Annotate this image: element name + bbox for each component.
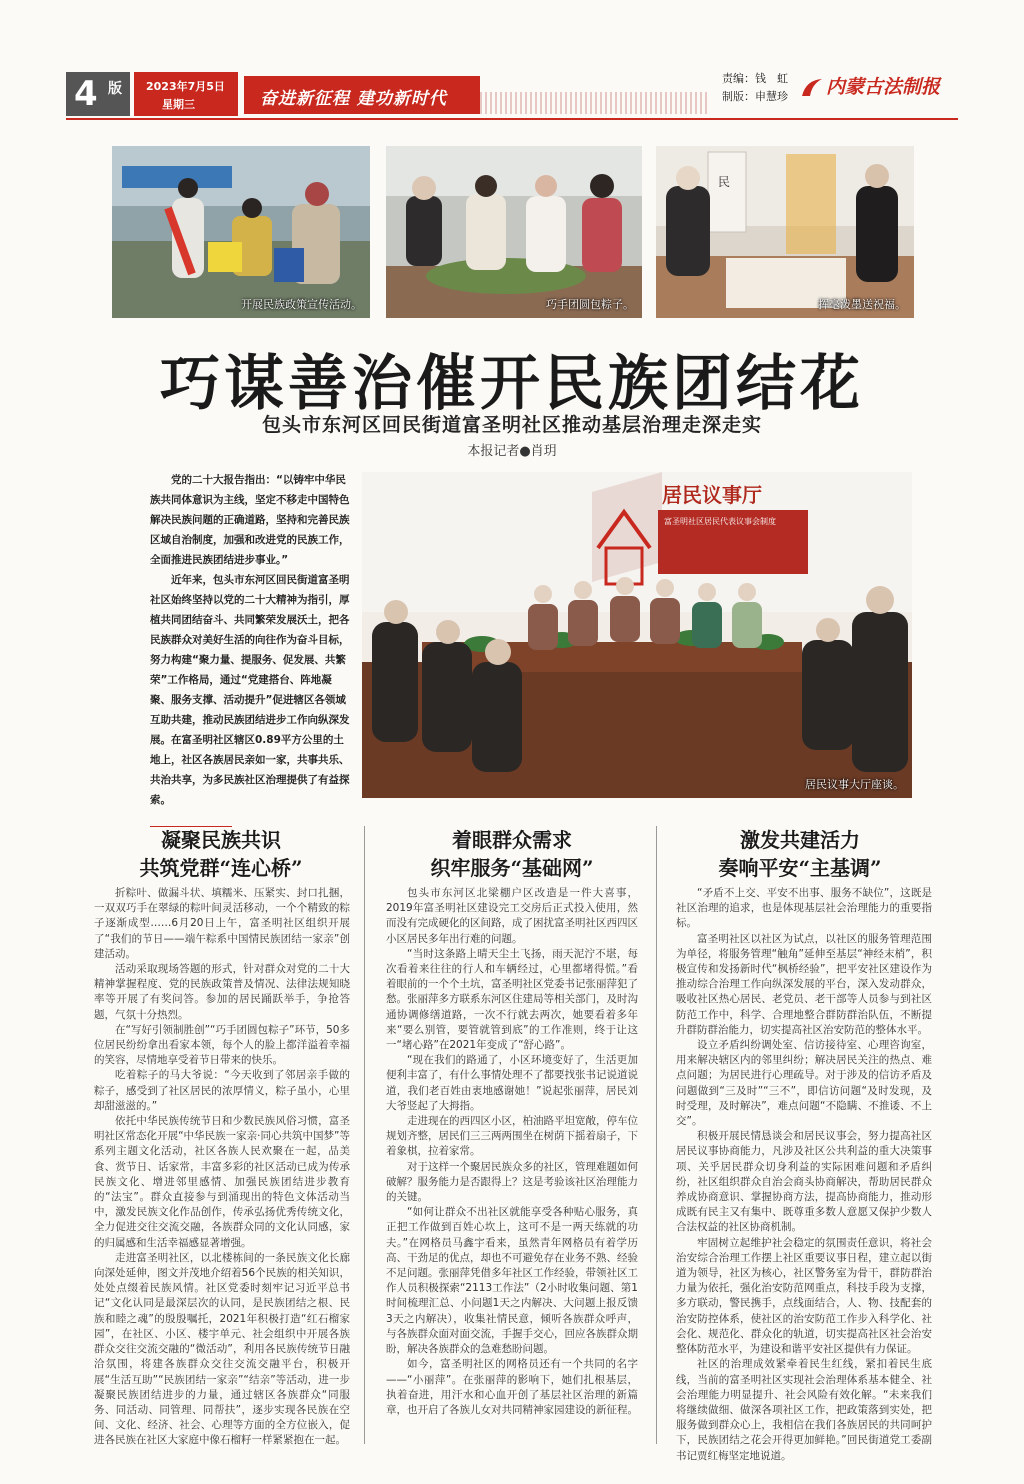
page-label: 版: [108, 81, 122, 97]
photo-caption: 居民议事大厅座谈。: [805, 778, 904, 791]
body-paragraph: “矛盾不上交、平安不出事、服务不缺位”，这既是社区治理的追求，也是体现基层社会治理能力的重要指标。: [676, 887, 932, 930]
body-paragraph: “如何让群众不出社区就能享受各种贴心服务，真正把工作做到百姓心坎上，这可不是一两天练就的功夫。”在网格员马鑫宇看来，虽然青年网格员有着学历高、干劲足的优点，却也不可避免存在业务不熟、经验不足问题。张丽萍凭借多年社区工作经验，带领社区工作人员积极探索“2113工作法”（2小时收集问题、第1时间梳理汇总、小问题1天之内解决、大问题上报反馈3天之内解决），收集社情民意，倾听各族群众呼声，与各族群众面对面交流，手握手交心，回应各族群众期盼，解决各族群众的急难愁盼问题。: [386, 1206, 638, 1356]
body-paragraph: 设立矛盾纠纷调处室、信访接待室、心理咨询室，用来解决辖区内的邻里纠纷；解决居民关注的热点、难点问题；为居民进行心理疏导。对于涉及的信访矛盾及问题做到“三及时”“三不”，即信访问题“及时发现，及时受理，及时解决”，难点问题“不隐瞒、不推诿、不上交”。: [676, 1039, 932, 1128]
masthead-logo-icon: [800, 76, 824, 100]
column-2-heading: [372, 826, 652, 882]
photo-zongzi-making: [386, 146, 642, 318]
photo-calligraphy: [656, 146, 914, 318]
column-1-heading: [86, 826, 356, 882]
body-paragraph: 如今，富圣明社区的网格员还有一个共同的名字——“小丽萍”。在张丽萍的影响下，她们扎根基层，执着奋进，用汗水和心血开创了基层社区治理的新篇章，也开启了各族儿女对共同精神家园建设的新征程。: [386, 1358, 638, 1416]
date-box: [134, 72, 238, 116]
column-1-body: [94, 886, 350, 1449]
lead-paragraph: 党的二十大报告指出：“以铸牢中华民族共同体意识为主线，坚定不移走中国特色解决民族问题的正确道路，坚持和完善民族区域自治制度，加强和改进党的民族工作，全面推进民族团结进步事业。”: [150, 474, 350, 566]
issue-weekday: 星期三: [162, 98, 195, 111]
page-number-box: [66, 72, 130, 116]
article-subtitle: 包头市东河区回民街道富圣明社区推动基层治理走深走实: [261, 414, 762, 436]
article-lead: [150, 470, 350, 810]
editor-credits: [722, 70, 788, 106]
issue-date: 2023年7月5日: [146, 80, 225, 93]
zongzi-making-image: [386, 146, 642, 318]
editor-name: 责编：钱 虹: [722, 72, 788, 85]
calligraphy-image: [656, 146, 914, 318]
page-number: 4: [74, 74, 98, 114]
photo-caption: 巧手团圆包粽子。: [546, 298, 634, 311]
column-3-body: [676, 886, 932, 1464]
photo-policy-promotion: [112, 146, 370, 318]
body-paragraph: 活动采取现场答题的形式，针对群众对党的二十大精神掌握程度、党的民族政策普及情况、法律法规知晓率等开展了有奖问答。参加的居民踊跃举手，争抢答题，气氛十分热烈。: [94, 963, 350, 1021]
body-paragraph: 积极开展民情恳谈会和居民议事会，努力提高社区居民议事协商能力，凡涉及社区公共利益的重大决策事项、关乎居民群众切身利益的实际困难问题和矛盾纠纷，社区组织群众自治会商头协商解决，帮助居民群众养成协商意识、掌握协商方法，提高协商能力，推动形成既有民主又有集中、既尊重多数人意愿又保护少数人合法权益的社区协商机制。: [676, 1130, 932, 1234]
meeting-hall-image: [362, 472, 912, 798]
header-rule: [66, 118, 958, 120]
hall-sign: 居民议事厅: [662, 483, 762, 507]
column-divider: [364, 826, 365, 1444]
layout-editor-name: 制版：申慧珍: [722, 90, 788, 103]
masthead-title: 内蒙古法制报: [826, 76, 941, 98]
column-3-heading: [664, 826, 936, 882]
column-3-heading-line2: 奏响平安“主基调”: [718, 856, 882, 880]
column-2-heading-line1: 着眼群众需求: [452, 828, 572, 852]
body-paragraph: 依托中华民族传统节日和少数民族风俗习惯，富圣明社区常态化开展“中华民族一家亲·同心共筑中国梦”等系列主题文化活动，社区各族人民欢聚在一起，品美食、赏节日、话家常，丰富多彩的社区活动已成为传承民族文化、增进邻里感情、加强民族团结进步教育的“法宝”。群众直接参与到涌现出的特色文体活动当中，激发民族文化作品创作，传承弘扬优秀传统文化，全力促进交往交流交融，各族群众同的文化认同感，家的归属感和生活幸福感显著增强。: [94, 1115, 350, 1249]
body-paragraph: 在“写好引领制胜创”“巧手团圆包粽子”环节，50多位居民纷纷拿出看家本领，每个人的脸上都洋溢着幸福的笑容，尽情地享受着节日带来的快乐。: [94, 1023, 350, 1067]
column-1-heading-line2: 共筑党群“连心桥”: [139, 856, 303, 880]
slogan-stripe: [480, 92, 708, 114]
photo-caption: 开展民族政策宣传活动。: [241, 298, 362, 311]
slogan-banner: [244, 76, 480, 114]
hall-board: 富圣明社区居民代表议事会制度: [664, 517, 776, 526]
policy-promotion-image: [112, 146, 370, 318]
body-paragraph: 社区的治理成效紧牵着民生红线，紧扣着民生底线，当前的富圣明社区实现社会治理体系基本健全、社会治理能力明显提升、社会风险有效化解。“未来我们将继续做细、做深各项社区工作，把政策落到实处，把服务做到群众心上，我相信在我们各族居民的共同呵护下，民族团结之花会开得更加鲜艳。”回民街道党工委副书记贾红梅坚定地说道。: [676, 1358, 932, 1462]
body-paragraph: 牢固树立起维护社会稳定的氛围责任意识，将社会治安综合治理工作摆上社区重要议事日程，建立起以街道为领导，社区为核心，社区警务室为骨干，群防群治力量为依托，强化治安防范网重点，科技手段为支撑，多方联动，警民携手，点线面结合，人、物、技配套的治安防控体系，使社区的治安防范工作步入科学化、社会化、规范化、群众化的轨道，切实提高社区社会治安整体防范水平，为建设和谐平安社区提供有力保证。: [676, 1236, 932, 1356]
column-3-heading-line1: 激发共建活力: [740, 828, 860, 852]
photo-meeting-hall: [362, 472, 912, 798]
body-paragraph: “当时这条路上晴天尘土飞扬，雨天泥泞不堪，每次看着来往往的行人和车辆经过，心里都堵得慌。”看着眼前的一个个土坑，富圣明社区党委书记张丽萍犯了愁。张丽萍多方联系东河区住建局等相关部门，及时沟通协调修缮道路，一次不行就去两次，她要看着多年来“要么别管，要管就管到底”的工作准则，终于让这一“堵心路”在2021年变成了“舒心路”。: [386, 947, 638, 1052]
body-paragraph: 对于这样一个聚居民族众多的社区，管理难题如何破解？服务能力是否跟得上？这是考验该社区治理能力的关键。: [386, 1160, 638, 1204]
body-paragraph: 走进现在的西四区小区，柏油路平坦宽敞，停车位规划齐整，居民们三三两两围坐在树荫下摇着扇子，下着象棋，拉着家常。: [386, 1115, 638, 1158]
article-byline: 本报记者●肖玥: [467, 444, 557, 459]
body-paragraph: 包头市东河区北梁棚户区改造是一件大喜事，2019年富圣明社区建设完工交房后正式投入使用，然而没有完成硬化的区间路，成了困扰富圣明社区西四区小区居民多年出行难的问题。: [386, 887, 638, 945]
column-divider: [656, 826, 657, 1444]
body-paragraph: “现在我们的路通了，小区环境变好了，生活更加便利丰富了，有什么事情处理不了都要找张书记说道说道，我们老百姓由衷地感谢她！”说起张丽萍，居民刘大爷竖起了大拇指。: [386, 1054, 638, 1112]
column-2-body: [386, 886, 638, 1418]
photo-caption: 挥毫泼墨送祝福。: [818, 298, 906, 311]
body-paragraph: 吃着粽子的马大爷说：“今天收到了邻居亲手做的粽子，感受到了社区居民的浓厚情义，粽子虽小，心里却甜滋滋的。”: [94, 1069, 350, 1112]
slogan-text: 奋进新征程 建功新时代: [260, 89, 447, 109]
body-paragraph: 富圣明社区以社区为试点，以社区的服务管理范围为单径，将服务管理“触角”延伸至基层“神经末梢”，积极宣传和发扬新时代“枫桥经验”，把平安社区建设作为推动综合治理工作向纵深发展的平台，深入发动群众，吸收社区热心居民、老党员、老干部等人员参与到社区防范工作中，科学、合理地整合群防群治队伍，不断提升群防群治能力，切实提高社区治安防范的整体水平。: [676, 932, 932, 1036]
body-paragraph: 折粽叶、做漏斗状、填糯米、压紧实、封口扎捆，一双双巧手在翠绿的粽叶间灵活移动，一个个精致的粽子逐渐成型……6月20日上午，富圣明社区组织开展了“我们的节日——端午粽系中国情民族团结一家亲”创建活动。: [94, 887, 350, 960]
article-title: 巧谋善治催开民族团结花: [160, 349, 864, 419]
column-2-heading-line2: 织牢服务“基础网”: [430, 856, 594, 880]
column-1-heading-line1: 凝聚民族共识: [161, 828, 281, 852]
body-paragraph: 走进富圣明社区，以北楼栋间的一条民族文化长廊向深处延伸，图文并茂地介绍着56个民族的相关知识，处处点缀着民族风情。社区党委时刻牢记习近平总书记“文化认同是最深层次的认同，是民族团结之根、民族和睦之魂”的殷殷嘱托，2021年积极打造“红石榴家园”，在社区、小区、楼宇单元、社会组织中开展各族群众交往交流交融的“微活动”，利用各民族传统节日融洽氛围，将建各族群众交往交流交融平台，积极开展“生活互助”“民族团结一家亲”“结亲”等活动，进一步凝聚民族团结进步的力量，通过辖区各族群众“同服务、同活动、同管理、同帮扶”，逐步实现各民族在空间、文化、经济、社会、心理等方面的全方位嵌入，促进各民族在社区大家庭中像石榴籽一样紧紧抱在一起。: [94, 1251, 350, 1447]
lead-paragraph: 近年来，包头市东河区回民街道富圣明社区始终坚持以党的二十大精神为指引，厚植共同团结奋斗、共同繁荣发展沃土，把各民族群众对美好生活的向往作为奋斗目标，努力构建“聚力量、提服务、促发展、共繁荣”工作格局，通过“党建搭台、阵地凝聚、服务支撑、活动提升”促进辖区各领域互助共建，推动民族团结进步工作向纵深发展。在富圣明社区辖区0.89平方公里的土地上，社区各族居民亲如一家，共事共乐、共治共享，为多民族社区治理提供了有益探索。: [150, 574, 350, 806]
svg-text:民: 民: [718, 175, 731, 189]
